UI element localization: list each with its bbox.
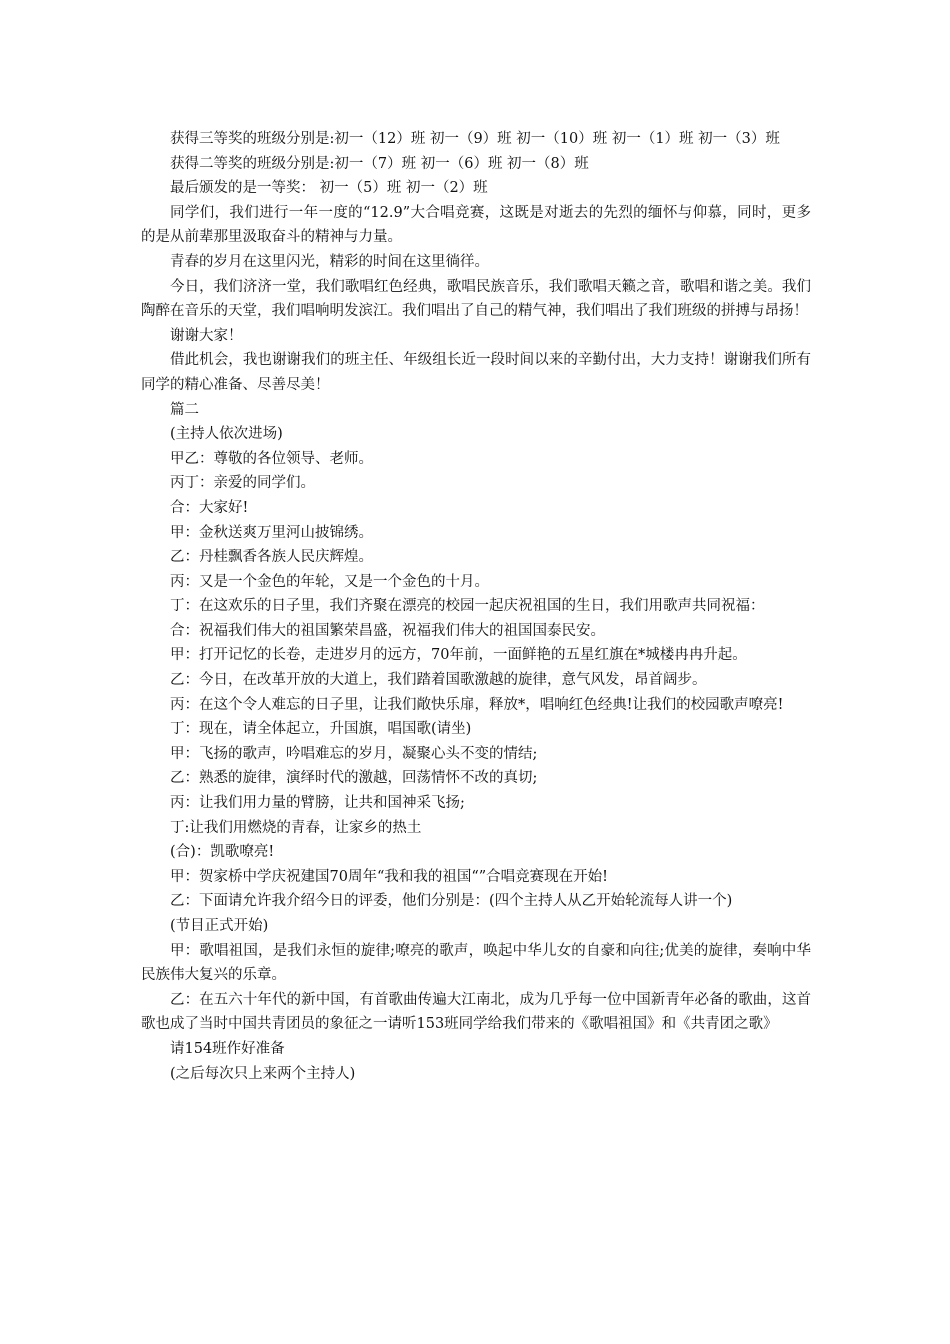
paragraph: 丁：在这欢乐的日子里，我们齐聚在漂亮的校园一起庆祝祖国的生日，我们用歌声共同祝福： <box>170 598 765 615</box>
paragraph: 丁：现在，请全体起立，升国旗，唱国歌(请坐) <box>170 721 472 738</box>
paragraph: 丙丁：亲爱的同学们。 <box>170 475 315 492</box>
paragraph: 甲：打开记忆的长卷，走进岁月的远方，70年前，一面鲜艳的五星红旗在*城楼冉冉升起。 <box>170 647 747 664</box>
paragraph: 青春的岁月在这里闪光，精彩的时间在这里徜徉。 <box>170 253 489 270</box>
paragraph: 谢谢大家！ <box>170 327 243 344</box>
paragraph: 甲：飞扬的歌声，吟唱难忘的岁月，凝聚心头不变的情结; <box>170 745 538 762</box>
paragraph: 请154班作好准备 <box>170 1040 285 1057</box>
paragraph: 借此机会，我也谢谢我们的班主任、年级组长近一段时间以来的辛勤付出，大力支持！谢谢我们所有同学的精心准备、尽善尽美！ <box>141 352 811 393</box>
document-body <box>141 127 811 1086</box>
section-heading: 篇二 <box>170 401 199 418</box>
paragraph: 同学们，我们进行一年一度的“12.9”大合唱竞赛，这既是对逝去的先烈的缅怀与仰慕，同时，更多的是从前辈那里汲取奋斗的精神与力量。 <box>141 204 811 246</box>
paragraph: 甲乙：尊敬的各位领导、老师。 <box>170 450 373 467</box>
paragraph: 甲：歌唱祖国，是我们永恒的旋律;嘹亮的歌声，唤起中华儿女的自豪和向往;优美的旋律，奏响中华民族伟大复兴的乐章。 <box>141 942 811 984</box>
paragraph: 乙：在五六十年代的新中国，有首歌曲传遍大江南北，成为几乎每一位中国新青年必备的歌曲，这首歌也成了当时中国共青团员的象征之一请听153班同学给我们带来的《歌唱祖国》和《共青团之歌》 <box>141 991 811 1033</box>
paragraph: (之后每次只上来两个主持人) <box>170 1065 356 1082</box>
paragraph: (合)：凯歌嘹亮! <box>170 844 275 861</box>
paragraph: 丙：在这个令人难忘的日子里，让我们敞快乐扉，释放*，唱响红色经典!让我们的校园歌声嘹亮! <box>170 696 784 713</box>
paragraph: 合：祝福我们伟大的祖国繁荣昌盛，祝福我们伟大的祖国国泰民安。 <box>170 622 605 639</box>
paragraph: 合：大家好! <box>170 499 249 516</box>
paragraph: 乙：熟悉的旋律，演绎时代的激越，回荡情怀不改的真切; <box>170 770 538 787</box>
paragraph: 甲：贺家桥中学庆祝建国70周年“我和我的祖国“”合唱竞赛现在开始! <box>170 868 609 885</box>
paragraph: 最后颁发的是一等奖： 初一（5）班 初一（2）班 <box>170 180 488 197</box>
paragraph: (节目正式开始) <box>170 918 269 934</box>
paragraph: 获得二等奖的班级分别是:初一（7）班 初一（6）班 初一（8）班 <box>170 155 589 172</box>
paragraph: 甲：金秋送爽万里河山披锦绣。 <box>170 524 373 541</box>
paragraph: 丁:让我们用燃烧的青春，让家乡的热土 <box>170 819 422 836</box>
paragraph: 乙：今日，在改革开放的大道上，我们踏着国歌激越的旋律，意气风发，昂首阔步。 <box>170 672 707 689</box>
paragraph: 乙：下面请允许我介绍今日的评委，他们分别是：(四个主持人从乙开始轮流每人讲一个) <box>170 893 733 910</box>
paragraph: 今日，我们济济一堂，我们歌唱红色经典，歌唱民族音乐，我们歌唱天籁之音，歌唱和谐之美。我们陶醉在音乐的天堂，我们唱响明发滨江。我们唱出了自己的精气神，我们唱出了我们班级的拼搏与昂扬！ <box>141 278 811 320</box>
paragraph: 获得三等奖的班级分别是:初一（12）班 初一（9）班 初一（10）班 初一（1）班 初一（3）班 <box>170 131 780 147</box>
paragraph: 丙：让我们用力量的臂膀，让共和国神采飞扬; <box>170 795 465 812</box>
paragraph: (主持人依次进场) <box>170 426 283 443</box>
paragraph: 丙：又是一个金色的年轮，又是一个金色的十月。 <box>170 573 489 590</box>
paragraph: 乙：丹桂飘香各族人民庆辉煌。 <box>170 549 373 566</box>
